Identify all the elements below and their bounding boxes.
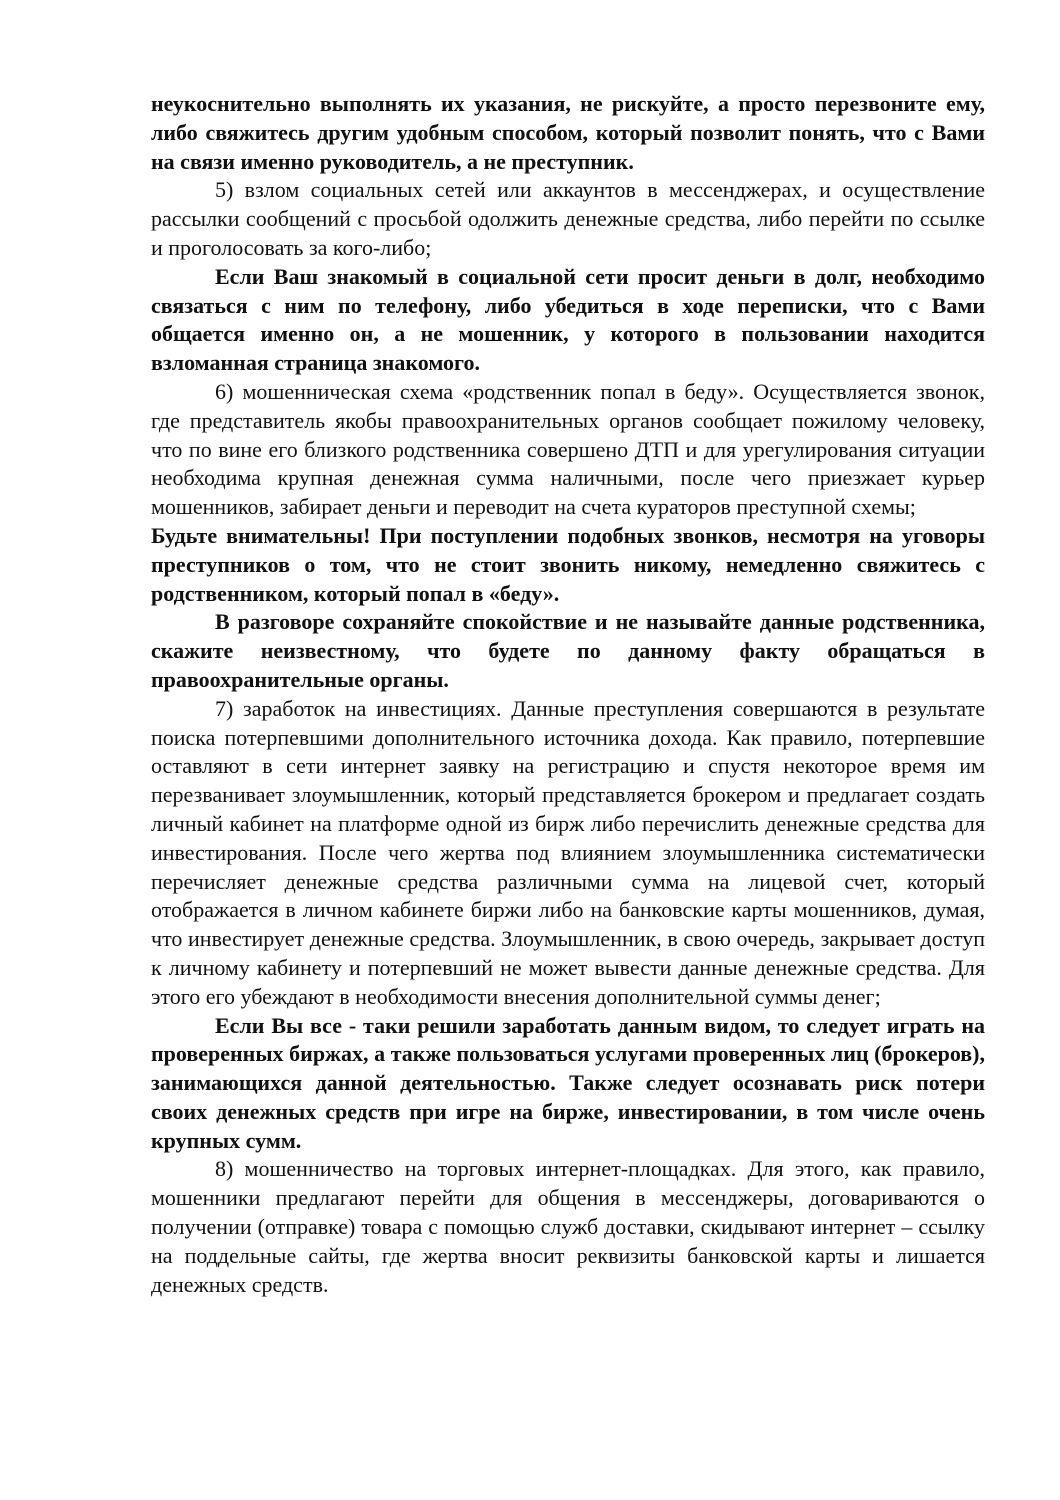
paragraph-advice-social-loan: Если Ваш знакомый в социальной сети просит деньги в долг, необходимо связаться с ним по телефону, либо убедиться в ходе переписки, что с Вами общается именно он, а не мошенник, у которого в пользовании находится взломанная страница знакомого.	[151, 263, 985, 376]
document-page	[151, 90, 985, 1299]
paragraph-item-8-marketplaces: 8) мошенничество на торговых интернет-площадках. Для этого, как правило, мошенники предлагают перейти для общения в мессенджеры, договариваются о получении (отправке) товара с помощью служб доставки, скидывают интернет – ссылку на поддельные сайты, где жертва вносит реквизиты банковской карты и лишается денежных средств.	[151, 1156, 985, 1297]
paragraph-advice-stay-calm: В разговоре сохраняйте спокойствие и не называйте данные родственника, скажите неизвестному, что будете по данному факту обращаться в правоохранительные органы.	[151, 609, 985, 692]
paragraph-warning-be-attentive: Будьте внимательны! При поступлении подобных звонков, несмотря на уговоры преступников о том, что не стоит звонить никому, немедленно свяжитесь с родственником, который попал в «беду».	[151, 522, 985, 606]
paragraph-advice-verified-exchanges: Если Вы все - таки решили заработать данным видом, то следует играть на проверенных биржах, а также пользоваться услугами проверенных лиц (брокеров), занимающихся данной деятельностью. Также следует осознавать риск потери своих денежных средств при игре на бирже, инвестировании, в том числе очень крупных сумм.	[151, 1012, 985, 1153]
paragraph-item-6-relative-trouble: 6) мошенническая схема «родственник попал в беду». Осуществляется звонок, где представитель якобы правоохранительных органов сообщает пожилому человеку, что по вине его близкого родственника совершено ДТП и для урегулирования ситуации необходима крупная денежная сумма наличными, после чего приезжает курьер мошенников, забирает деньги и переводит на счета кураторов преступной схемы;	[151, 378, 985, 520]
paragraph-instruction-call-back: неукоснительно выполнять их указания, не рискуйте, а просто перезвоните ему, либо свяжитесь другим удобным способом, который позволит понять, что с Вами на связи именно руководитель, а не преступник.	[151, 91, 985, 174]
paragraph-item-5-social-hack: 5) взлом социальных сетей или аккаунтов в мессенджерах, и осуществление рассылки сообщений с просьбой одолжить денежные средства, либо перейти по ссылке и проголосовать за кого-либо;	[151, 177, 985, 260]
paragraph-item-7-investments: 7) заработок на инвестициях. Данные преступления совершаются в результате поиска потерпевшими дополнительного источника дохода. Как правило, потерпевшие оставляют в сети интернет заявку на регистрацию и спустя некоторое время им перезванивает злоумышленник, который представляется брокером и предлагает создать личный кабинет на платформе одной из бирж либо перечислить денежные средства для инвестирования. После чего жертва под влиянием злоумышленника систематически перечисляет денежные средства различными сумма на лицевой счет, который отображается в личном кабинете биржи либо на банковские карты мошенников, думая, что инвестирует денежные средства. Злоумышленник, в свою очередь, закрывает доступ к личному кабинету и потерпевший не может вывести данные денежные средства. Для этого его убеждают в необходимости внесения дополнительной суммы денег;	[151, 695, 985, 1009]
